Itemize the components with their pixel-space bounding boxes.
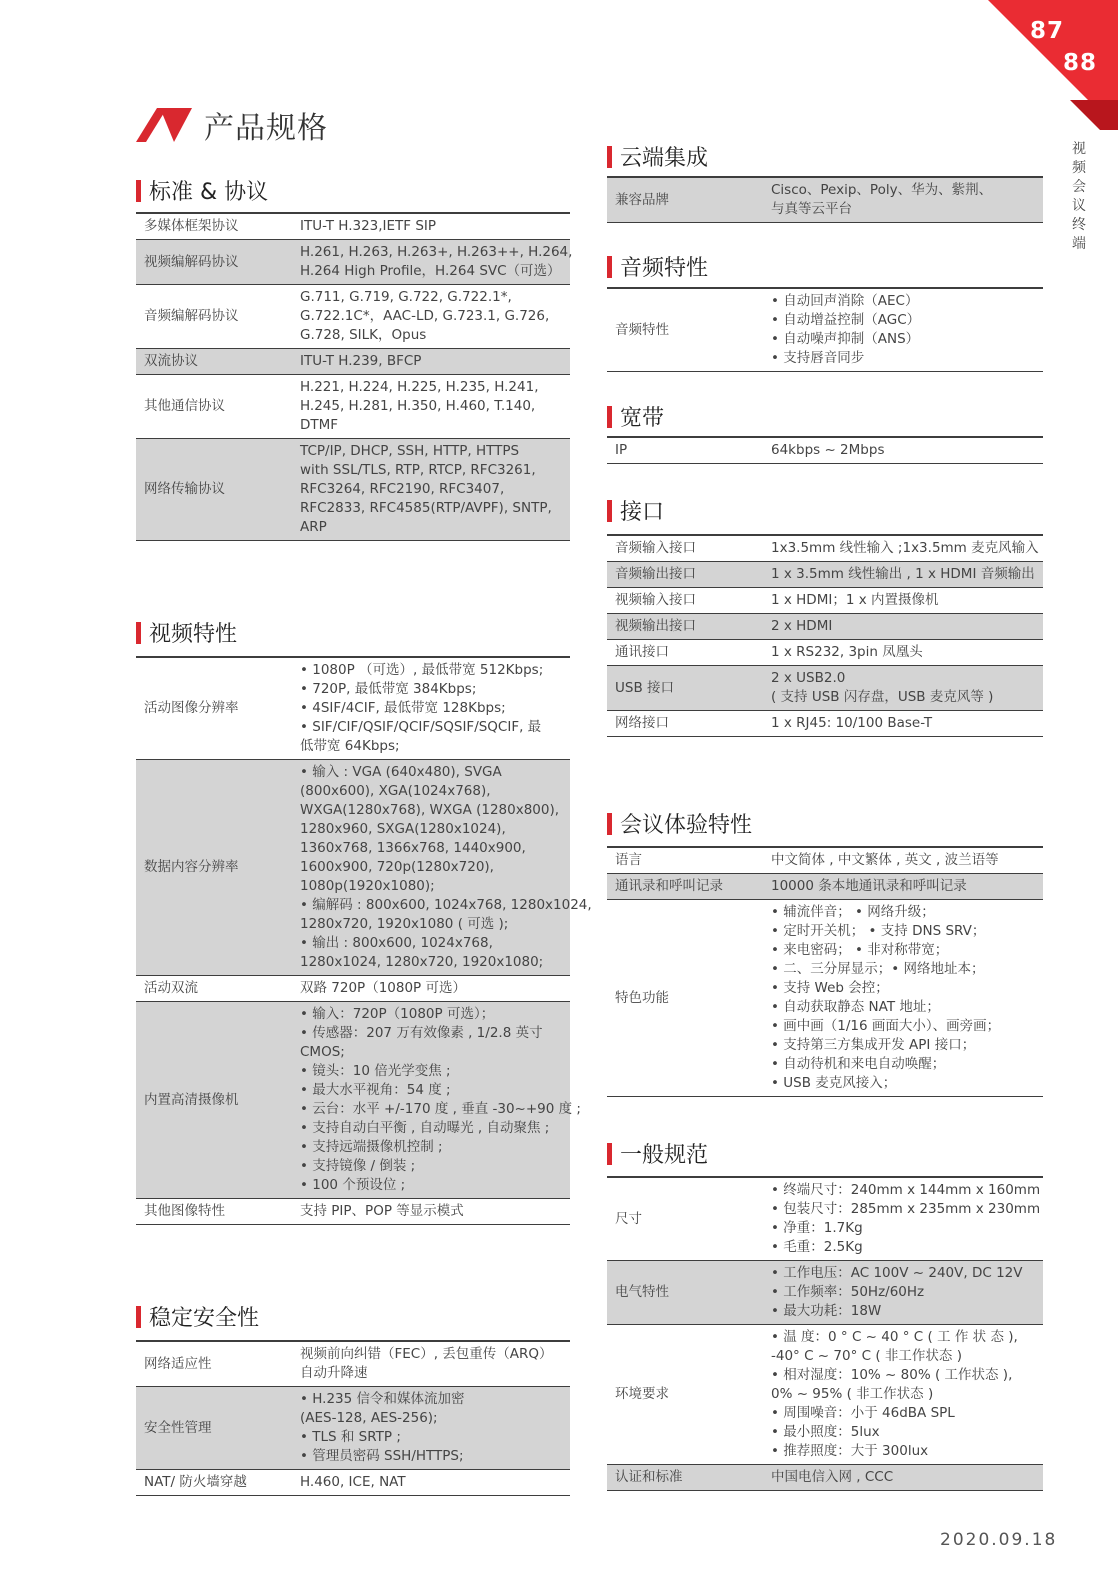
spec-value-line: • 支持镜像 / 倒装 ; — [300, 1158, 416, 1174]
spec-label: 数据内容分辨率 — [136, 760, 292, 976]
spec-value-line: • 净重：1.7Kg — [771, 1220, 863, 1236]
spec-table — [136, 1340, 570, 1496]
section-title — [136, 1301, 259, 1332]
spec-row — [607, 588, 1043, 614]
spec-value-line: TCP/IP, DHCP, SSH, HTTP, HTTPS — [300, 443, 520, 459]
spec-label: 网络接口 — [607, 711, 763, 737]
section-title-text: 会议体验特性 — [620, 813, 753, 838]
spec-label: 双流协议 — [136, 349, 292, 375]
section-title — [607, 251, 708, 282]
side-title-char: 会 — [1072, 179, 1086, 195]
side-title-char: 频 — [1072, 160, 1086, 176]
section-title-text: 标准 & 协议 — [149, 180, 269, 205]
spec-value — [763, 1261, 1043, 1325]
spec-table — [607, 176, 1043, 223]
spec-row — [607, 711, 1043, 737]
spec-label: 音频输出接口 — [607, 562, 763, 588]
spec-label: 特色功能 — [607, 900, 763, 1097]
spec-label: USB 接口 — [607, 666, 763, 711]
section-marker — [607, 406, 612, 428]
spec-value-line: 1280x1024, 1280x720, 1920x1080; — [300, 954, 544, 970]
spec-value-line: WXGA(1280x768), WXGA (1280x800), — [300, 802, 560, 818]
spec-value-line: 1 x 3.5mm 线性输出 , 1 x HDMI 音频输出 — [771, 566, 1035, 582]
spec-label: 兼容品牌 — [607, 177, 763, 223]
section-title — [607, 1138, 708, 1169]
spec-value-line: • 支持 Web 会控； — [771, 980, 889, 996]
spec-label: 其他图像特性 — [136, 1199, 292, 1225]
spec-row — [607, 562, 1043, 588]
spec-value-line: • 输入 : VGA (640x480), SVGA — [300, 764, 502, 780]
spec-value-line: with SSL/TLS, RTP, RTCP, RFC3261, — [300, 462, 536, 478]
spec-label: 内置高清摄像机 — [136, 1002, 292, 1199]
spec-value-line: • 传感器：207 万有效像素 , 1/2.8 英寸 — [300, 1025, 543, 1041]
spec-value-line: 1x3.5mm 线性输入 ;1x3.5mm 麦克风输入 — [771, 540, 1039, 556]
side-title-char: 议 — [1072, 198, 1086, 214]
spec-value — [292, 240, 573, 285]
spec-value-line: 1 x HDMI；1 x 内置摄像机 — [771, 592, 939, 608]
spec-label: 安全性管理 — [136, 1387, 292, 1470]
spec-row — [136, 1470, 570, 1496]
page-title — [136, 104, 328, 146]
spec-row — [136, 760, 570, 976]
spec-value — [292, 375, 570, 439]
spec-value-line: H.221, H.224, H.225, H.235, H.241, — [300, 379, 539, 395]
spec-value-line: • 工作电压：AC 100V ~ 240V, DC 12V — [771, 1265, 1023, 1281]
spec-value-line: 1360x768, 1366x768, 1440x900, — [300, 840, 526, 856]
section-title — [136, 175, 268, 206]
spec-value-line: • 最小照度：5lux — [771, 1424, 880, 1440]
spec-value — [292, 976, 570, 1002]
spec-value-line: 低带宽 64Kbps; — [300, 738, 400, 754]
spec-value-line: • 支持自动白平衡 , 自动曝光 , 自动聚焦 ; — [300, 1120, 550, 1136]
section-marker — [136, 622, 141, 644]
spec-value-line: • 画中画（1/16 画面大小）、画旁画； — [771, 1018, 1001, 1034]
spec-row — [607, 1177, 1043, 1261]
spec-label: NAT/ 防火墙穿越 — [136, 1470, 292, 1496]
spec-label: 视频输出接口 — [607, 614, 763, 640]
spec-value-line: • 周围噪音：小于 46dBA SPL — [771, 1405, 955, 1421]
section-marker — [607, 146, 612, 168]
spec-value-line: • 定时开关机； • 支持 DNS SRV； — [771, 923, 986, 939]
spec-value — [763, 640, 1043, 666]
spec-label: 电气特性 — [607, 1261, 763, 1325]
spec-value — [763, 711, 1043, 737]
section-title — [607, 495, 664, 526]
spec-value — [292, 439, 570, 541]
spec-label: 网络传输协议 — [136, 439, 292, 541]
spec-table — [607, 534, 1043, 737]
spec-value-line: • 温 度：0 ° C ~ 40 ° C ( 工 作 状 态 ), — [771, 1329, 1018, 1345]
spec-value — [763, 177, 1043, 223]
page-number-left: 87 — [1030, 18, 1065, 44]
spec-value-line: • H.235 信令和媒体流加密 — [300, 1391, 465, 1407]
spec-value — [763, 874, 1043, 900]
spec-value-line: 2 x HDMI — [771, 618, 833, 634]
spec-value-line: 1080p(1920x1080); — [300, 878, 435, 894]
spec-label: 网络适应性 — [136, 1341, 292, 1387]
section-title — [607, 141, 708, 172]
spec-row — [607, 288, 1043, 372]
spec-value — [763, 1177, 1043, 1261]
spec-row — [607, 437, 1043, 464]
spec-value — [292, 760, 592, 976]
spec-value — [763, 288, 1043, 372]
spec-value — [292, 1199, 570, 1225]
spec-row — [607, 1325, 1043, 1465]
section-marker — [136, 1306, 141, 1328]
spec-value-line: 1 x RS232, 3pin 凤凰头 — [771, 644, 923, 660]
spec-value — [763, 1465, 1043, 1491]
spec-value-line: 1280x720, 1920x1080 ( 可选 ); — [300, 916, 509, 932]
section-title-text: 接口 — [620, 500, 665, 525]
spec-row — [136, 375, 570, 439]
spec-value — [763, 614, 1043, 640]
spec-value-line: ( 支持 USB 闪存盘，USB 麦克风等 ) — [771, 689, 994, 705]
spec-label: 音频特性 — [607, 288, 763, 372]
spec-label: 认证和标准 — [607, 1465, 763, 1491]
spec-value-line: • 最大功耗：18W — [771, 1303, 882, 1319]
spec-value-line: ARP — [300, 519, 327, 535]
spec-value-line: • 输入：720P（1080P 可选）； — [300, 1006, 495, 1022]
spec-value-line: 支持 PIP、POP 等显示模式 — [300, 1203, 464, 1219]
spec-row — [607, 847, 1043, 874]
spec-value-line: • 管理员密码 SSH/HTTPS; — [300, 1448, 464, 1464]
page-number-right: 88 — [1063, 50, 1098, 76]
spec-row — [136, 1199, 570, 1225]
spec-value-line: • 自动回声消除（AEC） — [771, 293, 919, 309]
spec-table — [607, 436, 1043, 464]
spec-label: 视频输入接口 — [607, 588, 763, 614]
spec-value-line: RFC3264, RFC2190, RFC3407, — [300, 481, 505, 497]
spec-label: 通讯接口 — [607, 640, 763, 666]
spec-value-line: DTMF — [300, 417, 339, 433]
spec-table — [607, 287, 1043, 372]
spec-value-line: • 100 个预设位 ; — [300, 1177, 406, 1193]
spec-value-line: • 毛重：2.5Kg — [771, 1239, 863, 1255]
spec-value-line: G.722.1C*，AAC-LD, G.723.1, G.726, — [300, 308, 550, 324]
page-title-text: 产品规格 — [204, 111, 328, 146]
spec-value-line: • USB 麦克风接入； — [771, 1075, 897, 1091]
spec-label: 视频编解码协议 — [136, 240, 292, 285]
section-title-text: 宽带 — [620, 406, 665, 431]
spec-label: 其他通信协议 — [136, 375, 292, 439]
spec-label: 音频输入接口 — [607, 535, 763, 562]
spec-value-line: • 工作频率：50Hz/60Hz — [771, 1284, 925, 1300]
spec-label: 多媒体框架协议 — [136, 213, 292, 240]
section-marker — [607, 813, 612, 835]
spec-row — [136, 439, 570, 541]
spec-label: 语言 — [607, 847, 763, 874]
spec-row — [136, 213, 570, 240]
spec-value-line: RFC2833, RFC4585(RTP/AVPF), SNTP, — [300, 500, 552, 516]
spec-value-line: • 镜头：10 倍光学变焦 ; — [300, 1063, 451, 1079]
spec-value — [292, 213, 570, 240]
spec-label: 活动图像分辨率 — [136, 657, 292, 760]
spec-row — [607, 614, 1043, 640]
spec-value-line: 10000 条本地通讯录和呼叫记录 — [771, 878, 967, 894]
spec-table — [136, 656, 592, 1225]
spec-row — [607, 177, 1043, 223]
section-title-text: 稳定安全性 — [149, 1306, 260, 1331]
section-title — [607, 401, 664, 432]
spec-value-line: H.264 High Profile，H.264 SVC（可选） — [300, 263, 561, 279]
section-title-text: 视频特性 — [149, 622, 238, 647]
spec-value-line: • 来电密码； • 非对称带宽； — [771, 942, 949, 958]
spec-value-line: • 720P, 最低带宽 384Kbps; — [300, 681, 477, 697]
spec-value-line: (AES-128, AES-256); — [300, 1410, 438, 1426]
section-title-text: 音频特性 — [620, 256, 709, 281]
spec-row — [607, 640, 1043, 666]
spec-value-line: • 云台：水平 +/-170 度 , 垂直 -30~+90 度 ; — [300, 1101, 581, 1117]
spec-value-line: H.261, H.263, H.263+, H.263++, H.264, — [300, 244, 573, 260]
brand-logo-icon — [136, 108, 192, 142]
spec-value-line: H.245, H.281, H.350, H.460, T.140, — [300, 398, 536, 414]
section-marker — [607, 256, 612, 278]
spec-value — [763, 1325, 1043, 1465]
spec-value-line: • 最大水平视角：54 度 ; — [300, 1082, 451, 1098]
spec-value — [292, 1341, 570, 1387]
spec-row — [607, 874, 1043, 900]
spec-label: 通讯录和呼叫记录 — [607, 874, 763, 900]
spec-value-line: ITU-T H.323,IETF SIP — [300, 218, 437, 234]
spec-row — [136, 1002, 570, 1199]
section-title-text: 一般规范 — [620, 1143, 709, 1168]
spec-row — [136, 1341, 570, 1387]
spec-value-line: CMOS; — [300, 1044, 345, 1060]
spec-table — [607, 1176, 1043, 1491]
spec-value-line: • 自动噪声抑制（ANS） — [771, 331, 920, 347]
spec-value-line: -40° C ~ 70° C ( 非工作状态 ) — [771, 1348, 962, 1364]
spec-value-line: G.728, SILK，Opus — [300, 327, 427, 343]
spec-value-line: Cisco、Pexip、Poly、华为、紫荆、 — [771, 182, 993, 198]
spec-row — [136, 240, 570, 285]
spec-value-line: • 自动增益控制（AGC） — [771, 312, 921, 328]
spec-label: 尺寸 — [607, 1177, 763, 1261]
spec-value-line: 0% ~ 95% ( 非工作状态 ) — [771, 1386, 934, 1402]
spec-value-line: • 支持唇音同步 — [771, 350, 865, 366]
spec-value — [292, 1470, 570, 1496]
publish-date: 2020.09.18 — [940, 1530, 1058, 1550]
spec-value-line: • 辅流伴音； • 网络升级； — [771, 904, 935, 920]
section-marker — [136, 180, 141, 202]
spec-value — [763, 900, 1043, 1097]
spec-row — [136, 285, 570, 349]
spec-value — [292, 349, 570, 375]
spec-value-line: • 包装尺寸：285mm x 235mm x 230mm — [771, 1201, 1041, 1217]
spec-value-line: • 自动获取静态 NAT 地址； — [771, 999, 940, 1015]
spec-value-line: 与真等云平台 — [771, 201, 852, 217]
spec-value-line: G.711, G.719, G.722, G.722.1*, — [300, 289, 512, 305]
spec-value-line: H.460, ICE, NAT — [300, 1474, 406, 1490]
spec-label: 环境要求 — [607, 1325, 763, 1465]
side-title — [1072, 140, 1086, 254]
spec-table — [607, 846, 1043, 1097]
spec-value-line: ITU-T H.239, BFCP — [300, 353, 422, 369]
section-title-text: 云端集成 — [620, 146, 709, 171]
spec-value-line: 2 x USB2.0 — [771, 670, 846, 686]
spec-value-line: • 二、三分屏显示；• 网络地址本； — [771, 961, 985, 977]
spec-value — [763, 437, 1043, 464]
side-title-char: 端 — [1072, 236, 1086, 252]
spec-value — [763, 562, 1043, 588]
spec-label: IP — [607, 437, 763, 464]
spec-row — [607, 900, 1043, 1097]
spec-value-line: • 推荐照度：大于 300lux — [771, 1443, 929, 1459]
spec-value-line: • 相对湿度：10% ~ 80% ( 工作状态 ), — [771, 1367, 1013, 1383]
spec-value-line: 1 x RJ45: 10/100 Base-T — [771, 715, 933, 731]
side-title-char: 终 — [1072, 217, 1086, 233]
spec-label: 活动双流 — [136, 976, 292, 1002]
spec-value-line: • 4SIF/4CIF, 最低带宽 128Kbps; — [300, 700, 506, 716]
spec-row — [136, 349, 570, 375]
spec-value-line: • TLS 和 SRTP ; — [300, 1429, 401, 1445]
spec-row — [136, 1387, 570, 1470]
spec-table — [136, 212, 573, 541]
section-title — [607, 808, 752, 839]
spec-value-line: 双路 720P（1080P 可选） — [300, 980, 466, 996]
spec-value — [763, 666, 1043, 711]
spec-value-line: • 1080P （可选）, 最低带宽 512Kbps; — [300, 662, 544, 678]
spec-value-line: 1280x960, SXGA(1280x1024), — [300, 821, 506, 837]
spec-row — [607, 666, 1043, 711]
spec-row — [136, 657, 570, 760]
spec-row — [607, 1465, 1043, 1491]
spec-value-line: 中国电信入网 , CCC — [771, 1469, 894, 1485]
spec-value-line: 中文简体 , 中文繁体 , 英文 , 波兰语等 — [771, 852, 999, 868]
spec-value — [763, 847, 1043, 874]
spec-value-line: (800x600), XGA(1024x768), — [300, 783, 491, 799]
section-marker — [607, 500, 612, 522]
spec-label: 音频编解码协议 — [136, 285, 292, 349]
spec-value — [292, 657, 570, 760]
section-title — [136, 617, 237, 648]
section-marker — [607, 1143, 612, 1165]
spec-row — [607, 535, 1043, 562]
spec-value — [763, 588, 1043, 614]
spec-value — [763, 535, 1043, 562]
spec-value — [292, 285, 570, 349]
spec-value-line: • 自动待机和来电自动唤醒； — [771, 1056, 946, 1072]
spec-value-line: 64kbps ~ 2Mbps — [771, 442, 885, 458]
spec-value-line: 自动升降速 — [300, 1365, 368, 1381]
spec-value-line: • 支持远端摄像机控制 ; — [300, 1139, 443, 1155]
spec-row — [607, 1261, 1043, 1325]
spec-value-line: • SIF/CIF/QSIF/QCIF/SQSIF/SQCIF, 最 — [300, 719, 542, 735]
spec-value — [292, 1002, 581, 1199]
spec-value-line: • 支持第三方集成开发 API 接口； — [771, 1037, 976, 1053]
spec-value-line: • 编解码 : 800x600, 1024x768, 1280x1024, — [300, 897, 592, 913]
spec-row — [136, 976, 570, 1002]
side-title-char: 视 — [1072, 141, 1086, 157]
spec-value-line: 视频前向纠错（FEC）, 丢包重传（ARQ） — [300, 1346, 553, 1362]
spec-value-line: 1600x900, 720p(1280x720), — [300, 859, 494, 875]
spec-value — [292, 1387, 570, 1470]
spec-value-line: • 输出 : 800x600, 1024x768, — [300, 935, 493, 951]
spec-value-line: • 终端尺寸：240mm x 144mm x 160mm — [771, 1182, 1041, 1198]
